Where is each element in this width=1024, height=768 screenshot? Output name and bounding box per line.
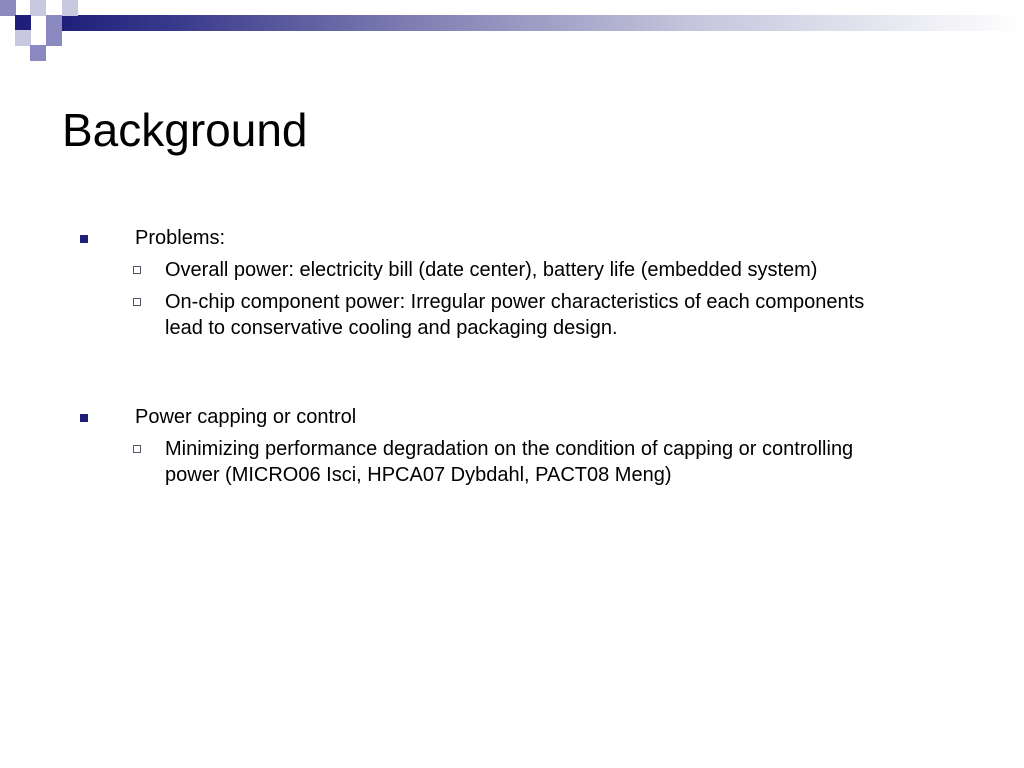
header-square [30, 0, 46, 16]
header-square [0, 0, 16, 16]
sub-bullet-item [0, 257, 905, 283]
bullet-text: Power capping or control [135, 406, 357, 428]
header-square [15, 15, 31, 31]
header-gradient-band [62, 15, 1024, 31]
sub-bullet-item [0, 289, 905, 341]
header-square [62, 0, 78, 16]
hollow-square-bullet-icon [133, 298, 141, 306]
header-square [46, 30, 62, 46]
sub-bullet-text: Minimizing performance degradation on the condition of capping or controlling power (MICRO06 Isci, HPCA07 Dybdahl, PACT08 Meng) [165, 438, 854, 486]
sub-bullet-item [0, 436, 905, 488]
slide-title: Background [62, 104, 308, 156]
bullet-item [0, 404, 1024, 430]
hollow-square-bullet-icon [133, 266, 141, 274]
bullet-item [0, 225, 1024, 251]
hollow-square-bullet-icon [133, 445, 141, 453]
bullet-group [0, 404, 1024, 488]
square-bullet-icon [80, 414, 88, 422]
square-bullet-icon [80, 235, 88, 243]
sub-bullet-text: Overall power: electricity bill (date center), battery life (embedded system) [165, 259, 818, 281]
header-square [30, 45, 46, 61]
sub-bullet-text: On-chip component power: Irregular power characteristics of each components lead to conservative cooling and packaging design. [165, 291, 865, 339]
header-square [46, 15, 62, 31]
bullet-text: Problems: [135, 227, 226, 249]
header-square [15, 30, 31, 46]
bullet-group [0, 225, 1024, 341]
